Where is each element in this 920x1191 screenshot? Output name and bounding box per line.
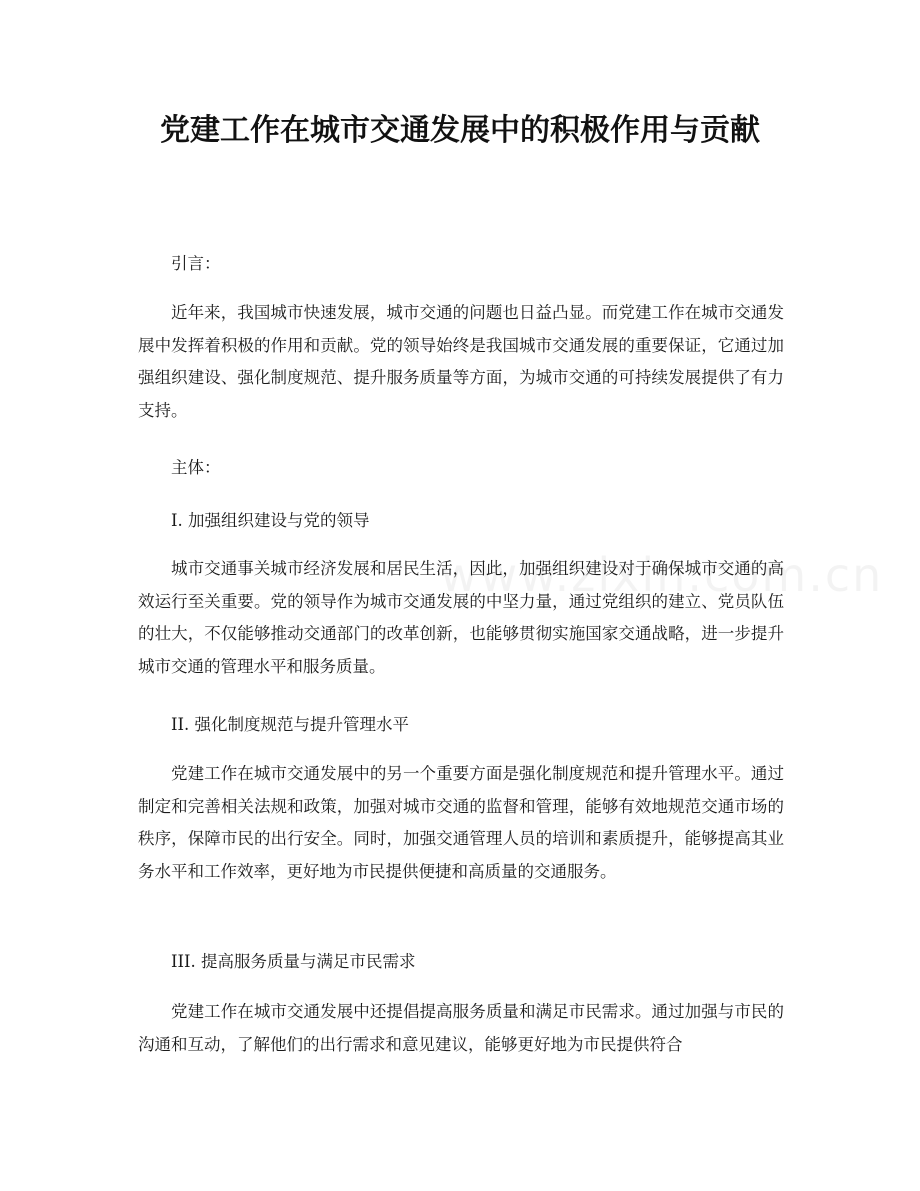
section-paragraph-3: 党建工作在城市交通发展中还提倡提高服务质量和满足市民需求。通过加强与市民的沟通和互动，了解他们的出行需求和意见建议，能够更好地为市民提供符合 — [138, 1002, 784, 1054]
section-paragraph-1: 城市交通事关城市经济发展和居民生活，因此，加强组织建设对于确保城市交通的高效运行至关重要。党的领导作为城市交通发展的中坚力量，通过党组织的建立、党员队伍的壮大，不仅能够推动交通部门的改革创新，也能够贯彻实施国家交通战略，进一步提升城市交通的管理水平和服务质量。 — [138, 559, 784, 676]
document-title: 党建工作在城市交通发展中的积极作用与贡献 — [160, 113, 760, 148]
section-paragraph-2: 党建工作在城市交通发展中的另一个重要方面是强化制度规范和提升管理水平。通过制定和完善相关法规和政策，加强对城市交通的监督和管理，能够有效地规范交通市场的秩序，保障市民的出行安全。同时，加强交通管理人员的培训和素质提升，能够提高其业务水平和工作效率，更好地为市民提供便捷和高质量的交通服务。 — [138, 764, 784, 881]
body-label: 主体： — [171, 458, 221, 477]
section-heading-2: II. 强化制度规范与提升管理水平 — [171, 715, 410, 734]
intro-label: 引言： — [171, 254, 221, 273]
intro-paragraph: 近年来，我国城市快速发展，城市交通的问题也日益凸显。而党建工作在城市交通发展中发挥着积极的作用和贡献。党的领导始终是我国城市交通发展的重要保证，它通过加强组织建设、强化制度规范、提升服务质量等方面，为城市交通的可持续发展提供了有力支持。 — [138, 303, 784, 420]
section-heading-1: I. 加强组织建设与党的领导 — [171, 511, 370, 530]
section-heading-3: III. 提高服务质量与满足市民需求 — [171, 952, 416, 971]
